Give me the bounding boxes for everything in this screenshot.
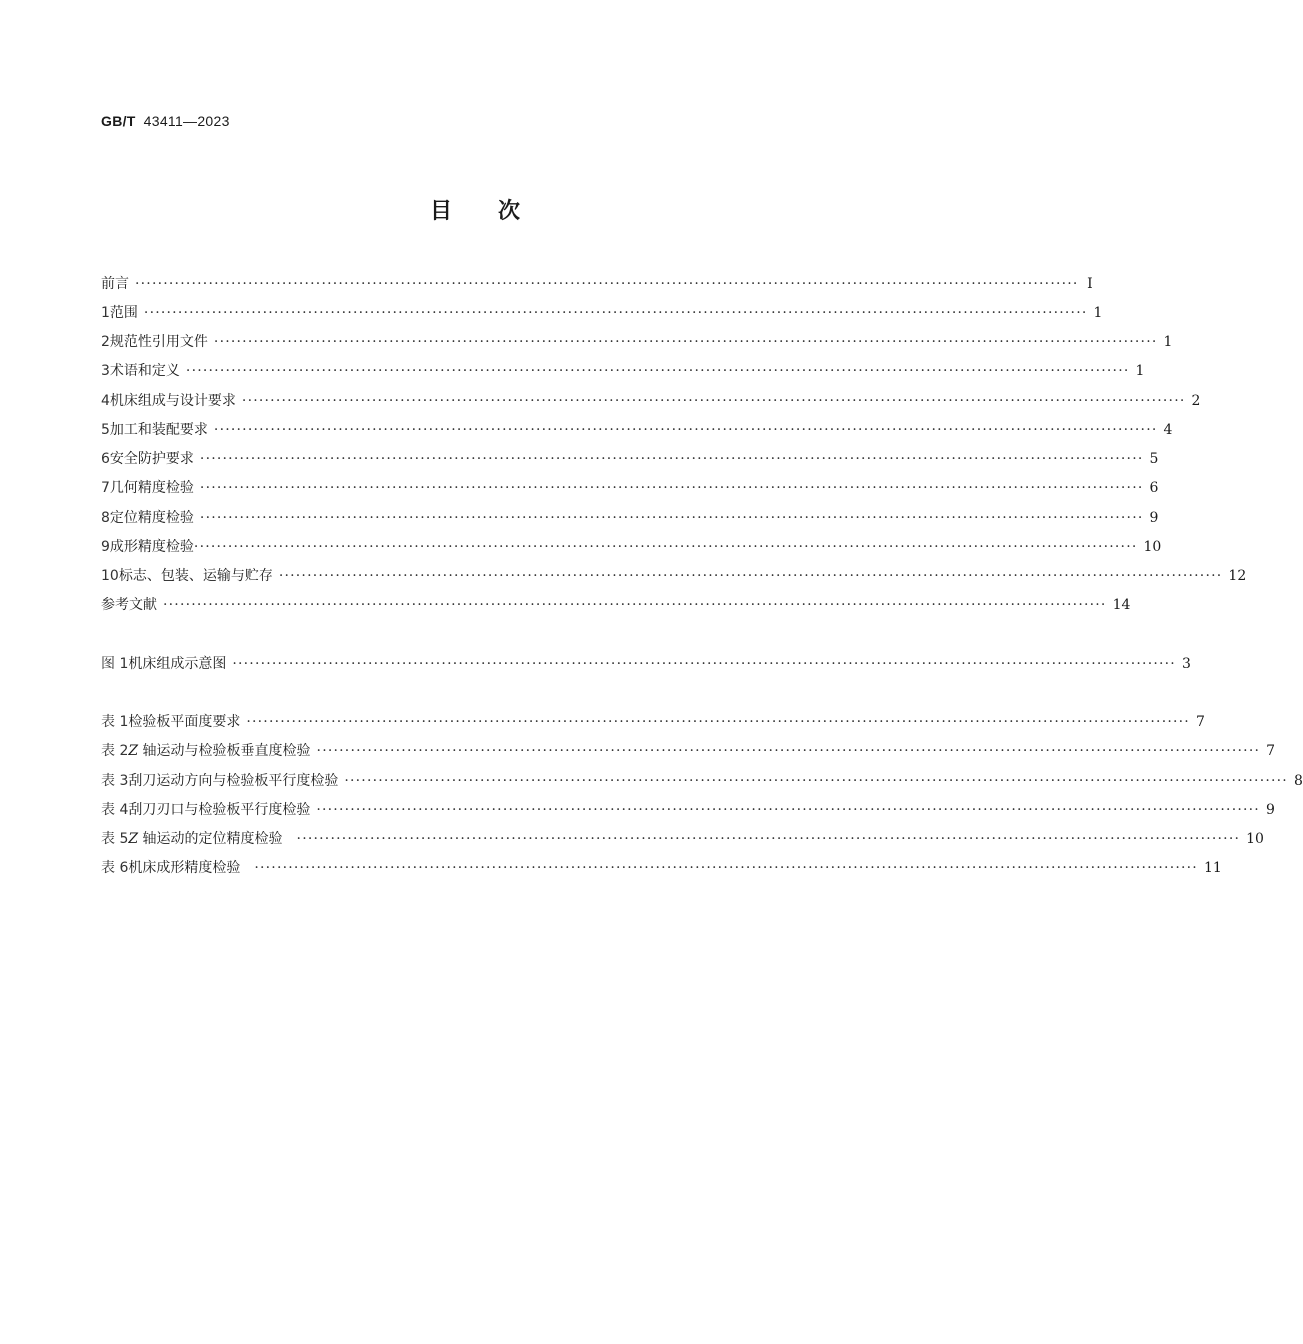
toc-dot-leader: ·······································································································································································: [296, 831, 1241, 847]
toc-entry-label: 成形精度检验: [109, 539, 194, 555]
toc-entry-label: [128, 740, 310, 762]
toc-entry-number: 表 1: [101, 714, 129, 730]
toc-entry-page: 9: [1149, 510, 1159, 526]
toc-entry-number: 表 2: [101, 743, 129, 759]
toc-entry-page: 6: [1149, 480, 1159, 496]
toc-entry-label: 范围: [109, 305, 138, 321]
axis-symbol: Z: [128, 831, 139, 847]
toc-entry-number: 表 5: [101, 831, 129, 847]
toc-entry-label: 前言: [101, 276, 129, 292]
toc-entry-page: 7: [1266, 743, 1276, 759]
toc-entry-number: 3: [101, 363, 110, 379]
toc-entry-label: 标志、包装、运输与贮存: [118, 568, 273, 584]
toc-dot-leader: ·······································································································································································: [278, 568, 1223, 584]
toc-entry-section[interactable]: [101, 390, 1201, 412]
toc-entry-figure[interactable]: [101, 653, 1191, 675]
toc-entry-label: 定位精度检验: [109, 510, 194, 526]
toc-entry-section[interactable]: [101, 507, 1159, 529]
toc-entry-page: 1: [1135, 363, 1145, 379]
toc-entry-section[interactable]: [101, 536, 1162, 558]
page-title-char-1: 目: [429, 199, 452, 224]
toc-dot-leader: ·······································································································································································: [241, 393, 1186, 409]
toc-dot-leader: ·······································································································································································: [199, 510, 1144, 526]
toc-entry-number: 10: [101, 568, 119, 584]
toc-entry-label: 规范性引用文件: [109, 334, 208, 350]
toc-entry-number: 4: [101, 393, 110, 409]
toc-dot-leader: ·······································································································································································: [213, 334, 1158, 350]
toc-entry-section[interactable]: [101, 565, 1247, 587]
toc-entry-page: 1: [1163, 334, 1173, 350]
toc-entry-page: 4: [1163, 422, 1173, 438]
document-code-prefix: GB/T: [101, 113, 136, 129]
page-title: [0, 194, 950, 225]
toc-dot-leader: ·······································································································································································: [344, 773, 1288, 789]
toc-dot-leader: ·······································································································································································: [199, 451, 1144, 467]
toc-dot-leader: ·······································································································································································: [163, 597, 1107, 613]
toc-entry-section[interactable]: [101, 331, 1173, 353]
toc-dot-leader: ·······································································································································································: [185, 363, 1130, 379]
toc-dot-leader: ·······································································································································································: [316, 802, 1260, 818]
toc-entry-page: 5: [1149, 451, 1159, 467]
toc-entry-page: 3: [1181, 656, 1191, 672]
toc-entry-number: 7: [101, 480, 110, 496]
document-code: [101, 113, 230, 129]
toc-entry-number: 9: [101, 539, 110, 555]
toc-entry-number: 2: [101, 334, 110, 350]
toc-dot-leader: ·······································································································································································: [199, 480, 1144, 496]
toc-entry-number: 8: [101, 510, 110, 526]
toc-entry-table[interactable]: [101, 770, 1303, 792]
toc-dot-leader: ·······································································································································································: [254, 860, 1198, 876]
toc-entry-label: 刮刀刃口与检验板平行度检验: [128, 802, 311, 818]
toc-entry-page: 7: [1195, 714, 1205, 730]
toc-entry-label: 机床组成与设计要求: [109, 393, 236, 409]
toc-dot-leader: ·······································································································································································: [213, 422, 1158, 438]
toc-entry-page: 10: [1246, 831, 1264, 847]
toc-entry-page: 8: [1293, 773, 1303, 789]
toc-entry-label: 加工和装配要求: [109, 422, 208, 438]
toc-entry-label-text: 轴运动的定位精度检验: [138, 831, 283, 847]
toc-entry-foreword[interactable]: [101, 273, 1093, 295]
toc-entry-section[interactable]: [101, 360, 1145, 382]
toc-entry-section[interactable]: [101, 302, 1103, 324]
toc-entry-label: 机床成形精度检验: [128, 860, 241, 876]
toc-dot-leader: ·······································································································································································: [193, 539, 1138, 555]
toc-entry-label: [128, 828, 282, 850]
toc-entry-page: 14: [1112, 597, 1131, 613]
toc-entry-references[interactable]: [101, 594, 1131, 616]
toc-entry-page: 1: [1093, 305, 1103, 321]
toc-entry-label-text: 轴运动与检验板垂直度检验: [138, 743, 311, 759]
toc-dot-leader: ·······································································································································································: [135, 276, 1079, 292]
toc-entry-table[interactable]: [101, 740, 1276, 762]
toc-entry-label: 刮刀运动方向与检验板平行度检验: [128, 773, 339, 789]
toc-entry-page: 12: [1228, 568, 1247, 584]
toc-entry-page: 10: [1143, 539, 1162, 555]
axis-symbol: Z: [128, 743, 139, 759]
toc-entry-table[interactable]: [101, 857, 1222, 879]
toc-entry-label: 检验板平面度要求: [128, 714, 241, 730]
toc-dot-leader: ·······································································································································································: [143, 305, 1088, 321]
toc-entry-section[interactable]: [101, 477, 1159, 499]
toc-entry-number: 表 3: [101, 773, 129, 789]
toc-entry-label: 参考文献: [101, 597, 157, 613]
document-code-number: 43411—2023: [143, 113, 230, 129]
page-title-char-2: 次: [498, 199, 521, 224]
toc-entry-number: 6: [101, 451, 110, 467]
toc-dot-leader: ·······································································································································································: [316, 743, 1261, 759]
toc-entry-label: 安全防护要求: [109, 451, 194, 467]
toc-entry-section[interactable]: [101, 448, 1159, 470]
toc-entry-label: 几何精度检验: [109, 480, 194, 496]
toc-entry-label: 术语和定义: [109, 363, 180, 379]
toc-entry-page: Ⅰ: [1087, 276, 1093, 292]
toc-entry-table[interactable]: [101, 799, 1275, 821]
toc-entry-label: 机床组成示意图: [128, 656, 227, 672]
toc-entry-page: 2: [1191, 393, 1201, 409]
toc-entry-table[interactable]: [101, 711, 1205, 733]
toc-entry-page: 11: [1203, 860, 1222, 876]
toc-dot-leader: ·······································································································································································: [232, 656, 1176, 672]
toc-entry-page: 9: [1265, 802, 1275, 818]
toc-entry-number: 5: [101, 422, 110, 438]
toc-entry-section[interactable]: [101, 419, 1173, 441]
toc-entry-number: 1: [101, 305, 110, 321]
toc-entry-table[interactable]: [101, 828, 1264, 850]
toc-entry-number: 表 6: [101, 860, 129, 876]
toc-entry-number: 表 4: [101, 802, 129, 818]
toc-entry-number: 图 1: [101, 656, 129, 672]
toc-dot-leader: ·······································································································································································: [246, 714, 1190, 730]
